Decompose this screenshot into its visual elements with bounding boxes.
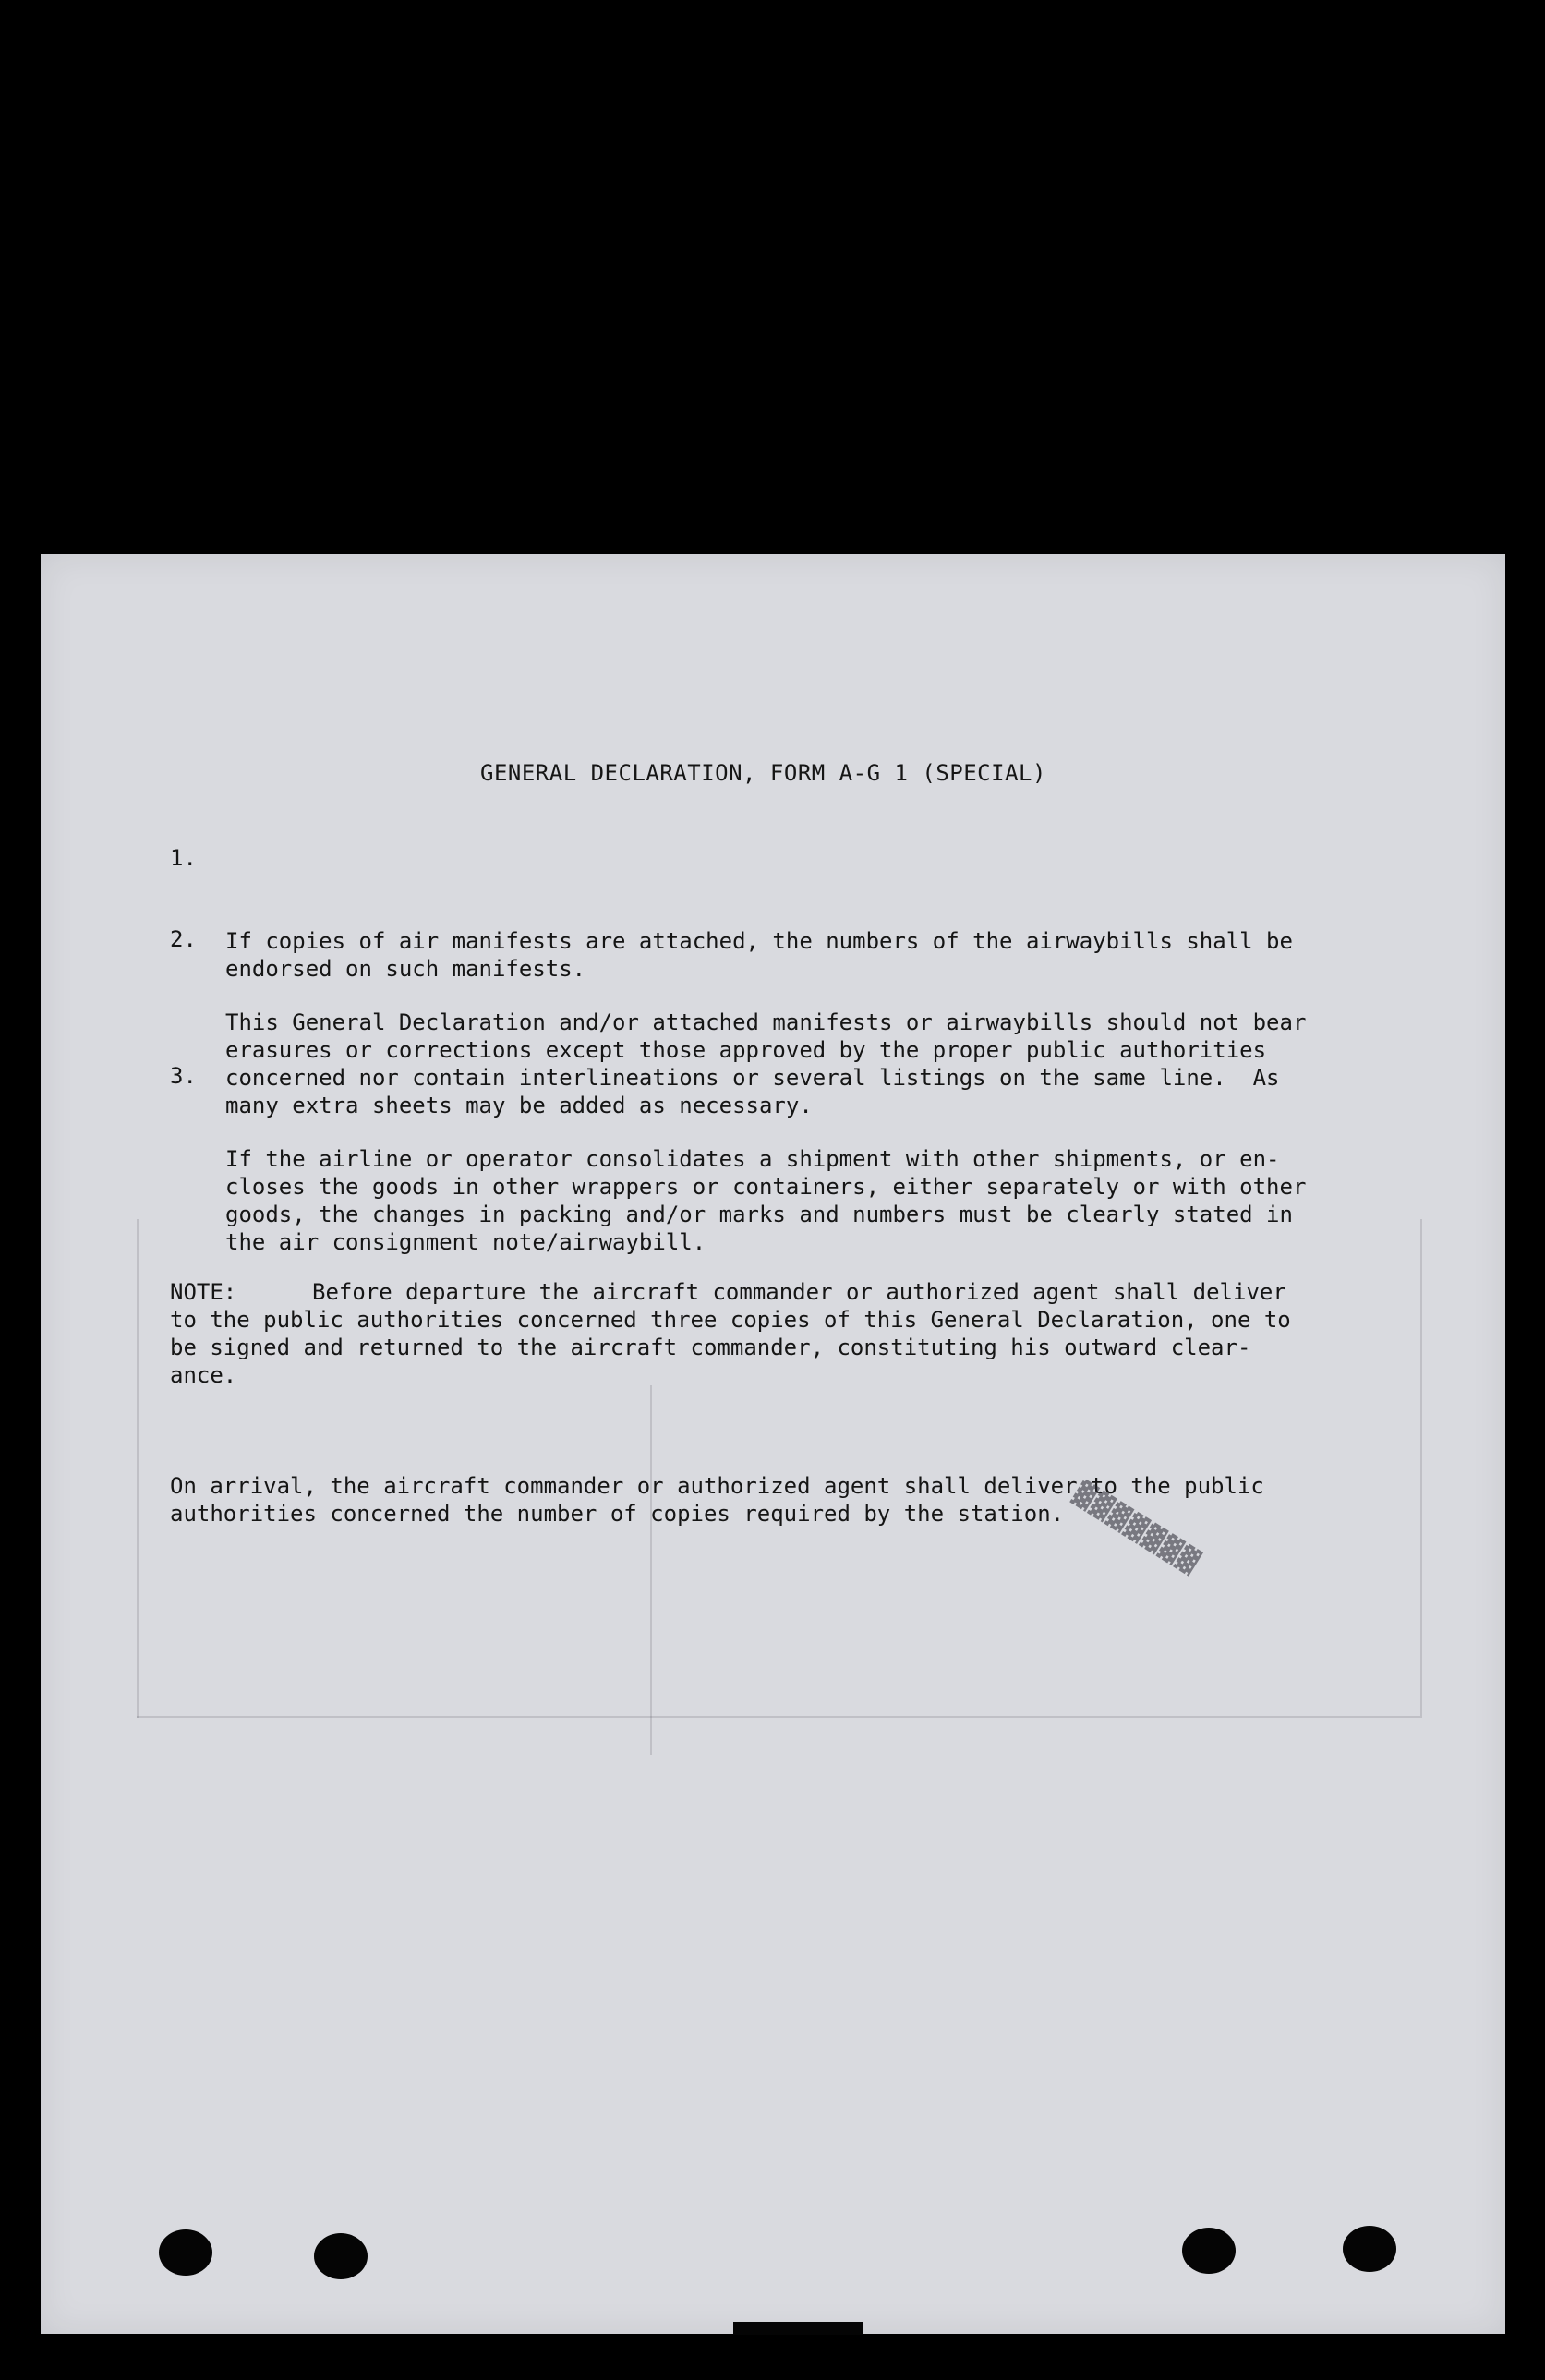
punch-hole-left-2	[314, 2233, 368, 2279]
note-arrival-text: On arrival, the aircraft commander or authorized agent shall deliver to the public authorities concerned the number of copies required by the station.	[170, 1473, 1264, 1527]
bottom-edge-tab	[733, 2322, 863, 2335]
instruction-text: If copies of air manifests are attached, the numbers of the airwaybills shall be endorsed on such manifests.	[225, 928, 1293, 982]
instruction-text: If the airline or operator consolidates a shipment with other shipments, or en- closes the goods in other wrappers or containers, either separately or with other goods, the changes in packing and/or marks and numbers must be clearly stated in the air consignment note/airwaybill.	[225, 1146, 1307, 1255]
form-title: GENERAL DECLARATION, FORM A-G 1 (SPECIAL)	[480, 760, 1046, 786]
instruction-number: 3.	[170, 1063, 197, 1089]
note-departure-text: Before departure the aircraft commander or authorized agent shall deliver to the public authorities concerned three copies of this General Declaration, one to be signed and returned to the aircraft commander, constituting his outward clear- ance.	[170, 1279, 1291, 1388]
instruction-text: This General Declaration and/or attached manifests or airwaybills should not bear erasures or corrections except those approved by the proper public authorities concerned nor contain interlineations or several listings on the same line. As many extra sheets may be added as necessary.	[225, 1009, 1307, 1118]
punch-hole-right-1	[1182, 2228, 1236, 2274]
show-through-rule-horizontal	[137, 1716, 1420, 1718]
instruction-number: 1.	[170, 845, 197, 871]
faint-stamp-mark: ▓▓▓▓▓▓▓	[1068, 1479, 1205, 1578]
note-section	[170, 1223, 1426, 1583]
instruction-number: 2.	[170, 926, 197, 952]
note-departure	[170, 1278, 1426, 1389]
document-sheet	[41, 554, 1505, 2334]
show-through-rule-vertical-left	[137, 1219, 139, 1718]
punch-hole-right-2	[1343, 2226, 1396, 2272]
punch-hole-left-1	[159, 2229, 212, 2276]
note-label: NOTE:	[170, 1279, 237, 1305]
